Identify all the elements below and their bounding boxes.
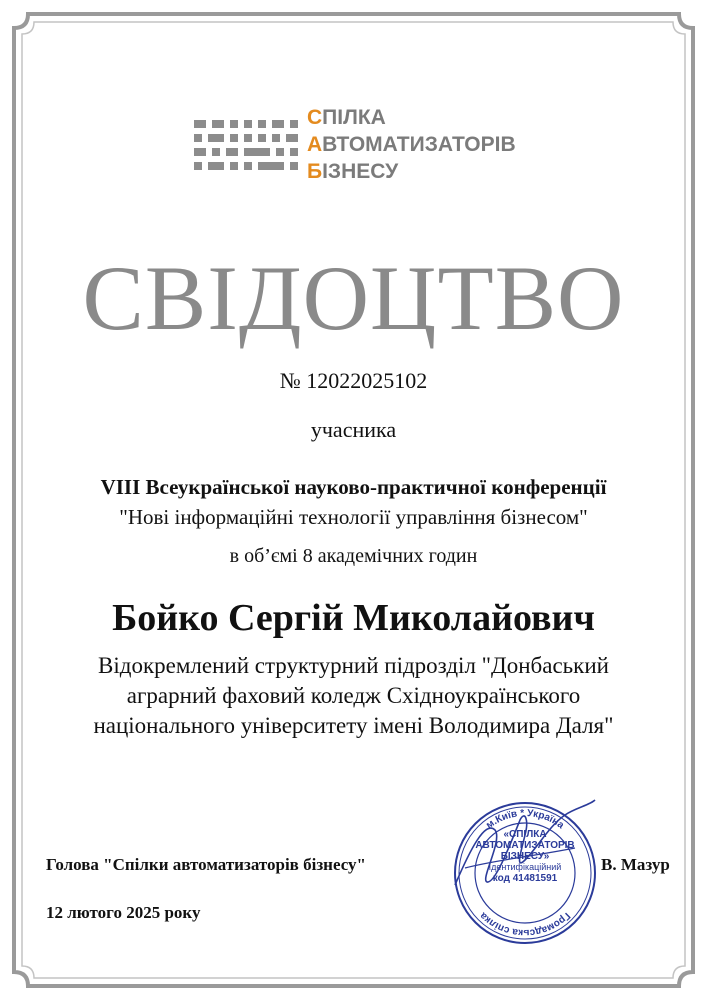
stamp-line: «СПІЛКА (503, 829, 547, 840)
participant-role: учасника (310, 417, 397, 442)
organization-line: аграрний фаховий коледж Східноукраїнського (126, 683, 581, 708)
recipient-organization (0, 651, 707, 741)
logo-word: ПІЛКА (322, 106, 386, 129)
organization-line: національного університету імені Володимира Даля" (93, 713, 614, 738)
certificate-number: № 12022025102 (279, 368, 428, 393)
logo-initial: А (307, 133, 323, 156)
stamp-org-type: Громадська спілка (477, 909, 573, 939)
handwritten-signature (425, 790, 615, 900)
union-logo-text (307, 104, 516, 185)
logo-word: ІЗНЕСУ (322, 160, 399, 183)
stamp-line: код 41481591 (492, 873, 558, 884)
recipient-name: Бойко Сергій Миколайович (112, 597, 595, 639)
conference-name: VIII Всеукраїнської науково-практичної конференції (100, 475, 607, 499)
certificate-title: СВІДОЦТВО (82, 247, 625, 349)
logo-initial: Б (307, 160, 323, 183)
stamp-line: БІЗНЕСУ» (500, 851, 550, 862)
signatory-name: В. Мазур (601, 855, 670, 874)
issue-date: 12 лютого 2025 року (46, 903, 201, 922)
stamp-line: Ідентифікаційний (488, 862, 562, 872)
organization-line: Відокремлений структурний підрозділ "Донбаський (98, 653, 609, 678)
stamp-line: АВТОМАТИЗАТОРІВ (475, 840, 575, 851)
conference-topic: "Нові інформаційні технології управління бізнесом" (119, 505, 588, 529)
academic-hours: в об’ємі 8 академічних годин (229, 545, 478, 567)
stamp-city: м.Київ * Україна (484, 807, 566, 832)
signatory-title: Голова "Спілки автоматизаторів бізнесу" (46, 855, 366, 874)
logo-word: ВТОМАТИЗАТОРІВ (322, 133, 516, 156)
logo-initial: С (307, 106, 323, 129)
